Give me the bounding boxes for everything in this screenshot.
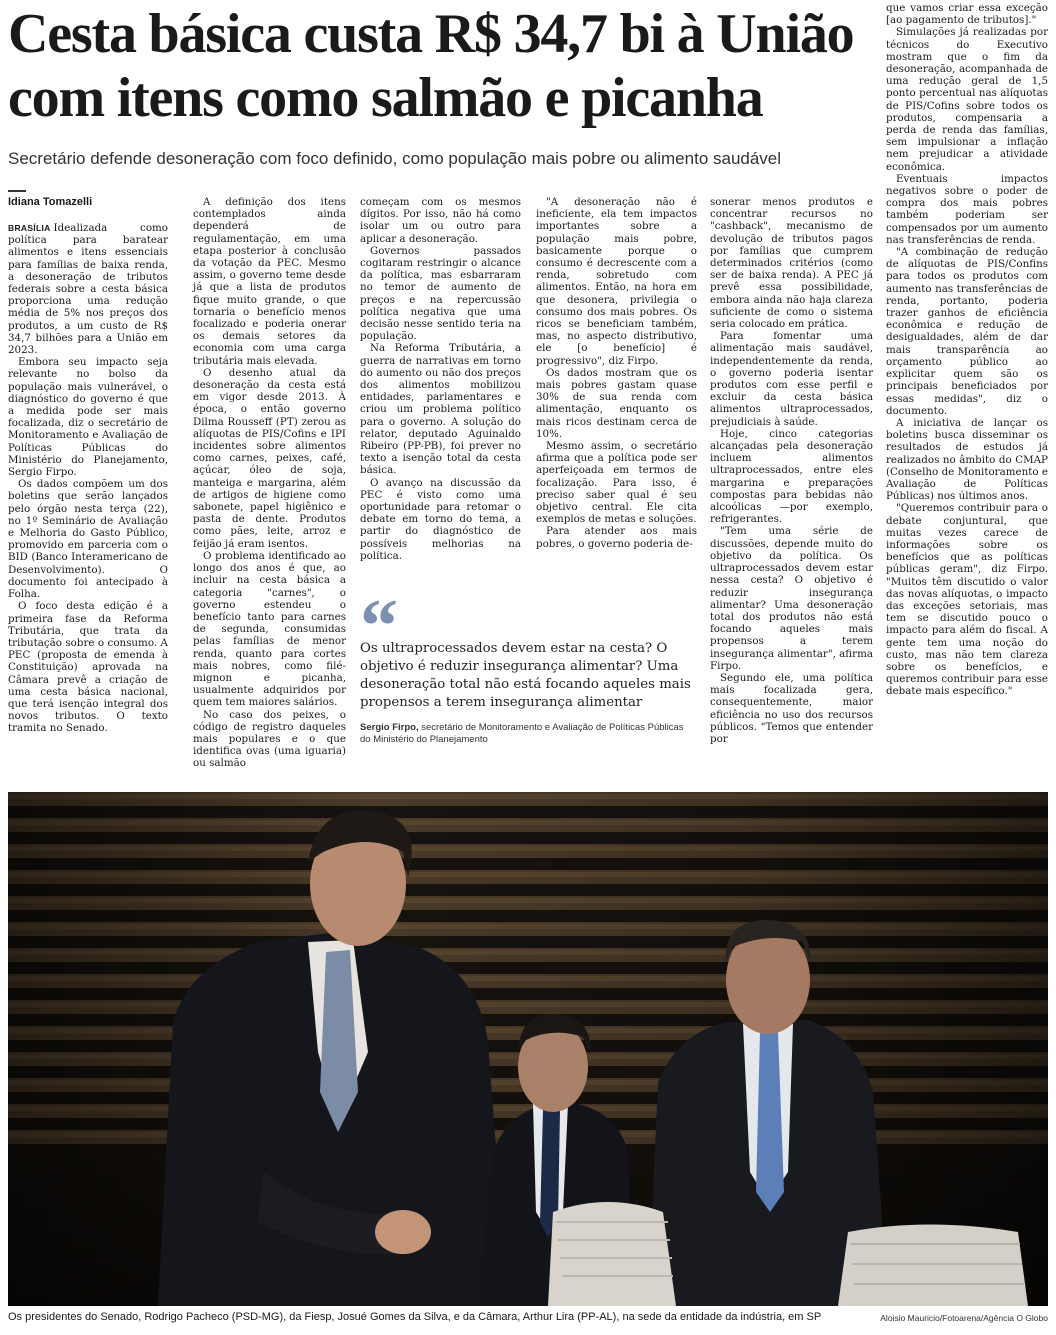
paragraph: Para fomentar uma alimentação mais saudável, independentemente da renda, o governo poderia isentar produtos com esse perfil e excluir da cesta básica alimentos ultraprocessados, prejudiciais à saúde.	[710, 330, 873, 428]
paragraph: que vamos criar essa exceção [ao pagamento de tributos]."	[886, 2, 1048, 27]
paragraph: "Tem uma série de discussões, depende muito do objetivo da política. Os ultraprocessados devem estar nessa cesta? O objetivo é reduzir insegurança alimentar? Uma desoneração total dos produtos não está focando aqueles mais propensos a terem insegurança alimentar", afirma Firpo.	[710, 525, 873, 672]
photo-credit: Aloisio Mauricio/Fotoarena/Agência O Globo	[880, 1313, 1048, 1323]
paragraph: Governos passados cogitaram restringir o alcance da política, mas esbarraram no temor de aumento de preços e na repercussão política negativa que uma decisão nesse sentido teria na população.	[360, 244, 521, 343]
paragraph: Hoje, cinco categorias alcançadas pela desoneração incluem alimentos ultraprocessados, entre eles margarina e preparações compostas para bebidas não alcoólicas —por exemplo, refrigerantes.	[710, 427, 873, 526]
news-photo	[8, 792, 1048, 1306]
pull-quote-role: secretário de Monitoramento e Avaliação de Políticas Públicas do Ministério do Planejamento	[360, 722, 684, 745]
paragraph: A definição dos itens contemplados ainda dependerá de regulamentação, em uma etapa posterior à conclusão da votação da PEC. Mesmo assim, o governo teme desde já que a lista de produtos fique muito grande, o que tornaria o benefício menos focalizado e poderia onerar os demais setores da economia com uma carga tributária mais elevada.	[193, 196, 346, 367]
paragraph: O avanço na discussão da PEC é visto como uma oportunidade para retomar o debate em torno do tema, a partir do diagnóstico de possíveis melhorias na política.	[360, 476, 521, 562]
paragraph: Segundo ele, uma política mais focalizada gera, consequentemente, maior eficiência no uso dos recursos públicos. "Temos que entender por	[710, 671, 873, 745]
article-column-3	[360, 196, 521, 576]
paragraph: Embora seu impacto seja relevante no bolso da população mais vulnerável, o diagnóstico do governo é que a medida pode ser mais focalizada, diz o secretário de Monitoramento e Avaliação de Políticas Públicas do Ministério do Planejamento, Sergio Firpo.	[8, 356, 168, 479]
paragraph: Na Reforma Tributária, a guerra de narrativas em torno do aumento ou não dos preços dos alimentos mobilizou entidades, parlamentares e criou um problema político para o governo. A solução do relator, deputado Aguinaldo Ribeiro (PP-PB), foi prever no texto a isenção total da cesta básica.	[360, 342, 521, 477]
pull-quote	[360, 584, 696, 756]
byline-rule	[8, 190, 26, 192]
paragraph: "A combinação de redução de alíquotas de PIS/Confins para todos os produtos com aumento nas transferências de renda, portanto, poderia trazer ganhos de eficiência econômica e redução de desigualdades, além de dar mais transparência ao orçamento público ao explicitar quem são os principais beneficiados por essas medidas", diz o documento.	[886, 246, 1048, 417]
photo-illustration	[8, 792, 1048, 1306]
dateline: BRASÍLIA	[8, 223, 51, 233]
paragraph	[8, 222, 168, 356]
pull-quote-text: Os ultraprocessados devem estar na cesta? O objetivo é reduzir insegurança alimentar? Uma desoneração total não está focando aqueles mais propensos a terem insegurança alimentar	[360, 641, 691, 710]
paragraph: sonerar menos produtos e concentrar recursos no "cashback", mecanismo de devolução de tributos pagos por famílias que cumprem determinados critérios (como ser de baixa renda). A PEC já prevê essa possibilidade, embora ainda não haja clareza suficiente de como o sistema seria colocado em prática.	[710, 196, 873, 331]
paragraph-text: Idealizada como política para baratear alimentos e itens essenciais para famílias de baixa renda, a desoneração de tributos federais sobre a cesta básica proporciona uma redução média de 5% nos preços dos produtos, a um custo de R$ 34,7 bilhões para a União em 2023.	[8, 222, 168, 357]
subheadline: Secretário defende desoneração com foco definido, como população mais pobre ou alimento saudável	[8, 149, 782, 168]
paragraph: Os dados mostram que os mais pobres gastam quase 30% de sua renda com alimentação, enquanto os mais ricos destinam cerca de 10%.	[536, 366, 697, 440]
article-column-1	[8, 222, 168, 752]
article-column-4	[536, 196, 697, 576]
paragraph: Para atender aos mais pobres, o governo poderia de-	[536, 525, 697, 550]
article-column-6	[886, 2, 1048, 754]
pull-quote-name: Sergio Firpo,	[360, 722, 419, 733]
quote-mark-icon: “	[360, 584, 398, 668]
headline-line-1: Cesta básica custa R$ 34,7 bi à União	[8, 3, 854, 65]
paragraph: começam com os mesmos dígitos. Por isso, não há como isolar um ou outro para aplicar a desoneração.	[360, 196, 521, 245]
paragraph: Os dados compõem um dos boletins que serão lançados pelo órgão nesta terça (22), no 1º Seminário de Avaliação e Melhoria do Gasto Público, promovido em parceria com o BID (Banco Interamericano de Desenvolvimento). O documento foi antecipado à Folha.	[8, 478, 168, 601]
paragraph: No caso dos peixes, o código de registro daqueles mais populares e o que identifica ovas (uma iguaria) ou salmão	[193, 708, 346, 770]
headline-line-2: com itens como salmão e picanha	[8, 67, 763, 129]
pull-quote-attribution	[360, 722, 696, 746]
paragraph: Eventuais impactos negativos sobre o poder de compra dos mais pobres também poderiam ser compensados por um aumento nas transferências de renda.	[886, 172, 1048, 246]
paragraph: Mesmo assim, o secretário afirma que a política pode ser aperfeiçoada em termos de focalização. Para isso, é preciso saber qual é seu objetivo central. Ele cita exemplos de metas e soluções.	[536, 440, 697, 526]
paragraph: A iniciativa de lançar os boletins busca disseminar os resultados de estudos já realizados no âmbito do CMAP (Conselho de Monitoramento e Avaliação de Políticas Públicas) nos últimos anos.	[886, 416, 1048, 503]
photo-caption: Os presidentes do Senado, Rodrigo Pacheco (PSD-MG), da Fiesp, Josué Gomes da Silva, e da Câmara, Arthur Lira (PP-AL), na sede da entidade da indústria, em SP	[8, 1311, 822, 1323]
headline	[8, 2, 888, 130]
paragraph: O foco desta edição é a primeira fase da Reforma Tributária, que trata da tributação sobre o consumo. A PEC (proposta de emenda à Constituição) aprovada na Câmara prevê a criação de uma cesta básica nacional, que terá isenção integral dos novos tributos. O texto tramita no Senado.	[8, 600, 168, 735]
paragraph: Simulações já realizadas por técnicos do Executivo mostram que o fim da desoneração, acompanhada de uma redução geral de 1,5 ponto percentual nas alíquotas de PIS/Cofins sobre todos os produtos, compensaria a perda de renda das famílias, sem impulsionar a inflação nem prejudicar a atividade econômica.	[886, 26, 1048, 173]
article-column-2	[193, 196, 346, 770]
paragraph: O problema identificado ao longo dos anos é que, ao incluir na cesta básica a categoria "carnes", o governo estendeu o benefício tanto para carnes de segunda, consumidas pelas famílias de menor renda, quanto para cortes mais nobres, como filé-mignon e picanha, usualmente adquiridos por quem tem maiores salários.	[193, 549, 346, 709]
paragraph: O desenho atual da desoneração da cesta está em vigor desde 2013. À época, o então governo Dilma Rousseff (PT) zerou as alíquotas de PIS/Cofins e IPI incidentes sobre alimentos como carnes, peixes, café, açúcar, óleo de soja, manteiga e margarina, além de artigos de higiene como sabonete, papel higiênico e pasta de dente. Produtos como pães, leite, arroz e feijão já eram isentos.	[193, 366, 346, 550]
paragraph: "Queremos contribuir para o debate conjuntural, que muitas vezes carece de informações sobre os benefícios que as políticas públicas geram", diz Firpo. "Muitos têm discutido o valor das novas alíquotas, o impacto das exceções setoriais, mas tem se discutido pouco o impacto para além do fiscal. A gente tem uma noção do custo, mas não tem clareza sobre os benefícios, e queremos contribuir para esse debate mais específico."	[886, 502, 1048, 698]
article-column-5	[710, 196, 873, 756]
photo-caption-bar	[8, 1310, 1048, 1330]
byline: Idiana Tomazelli	[8, 196, 93, 208]
paragraph: "A desoneração não é ineficiente, ela tem impactos importantes sobre a população mais pobre, basicamente porque o consumo é decrescente com a renda, sobretudo com alimentos. Então, na hora em que desonera, privilegia o consumo dos mais pobres. Os ricos se beneficiam também, mas, no aspecto distributivo, ele [o benefício] é progressivo", diz Firpo.	[536, 196, 697, 367]
